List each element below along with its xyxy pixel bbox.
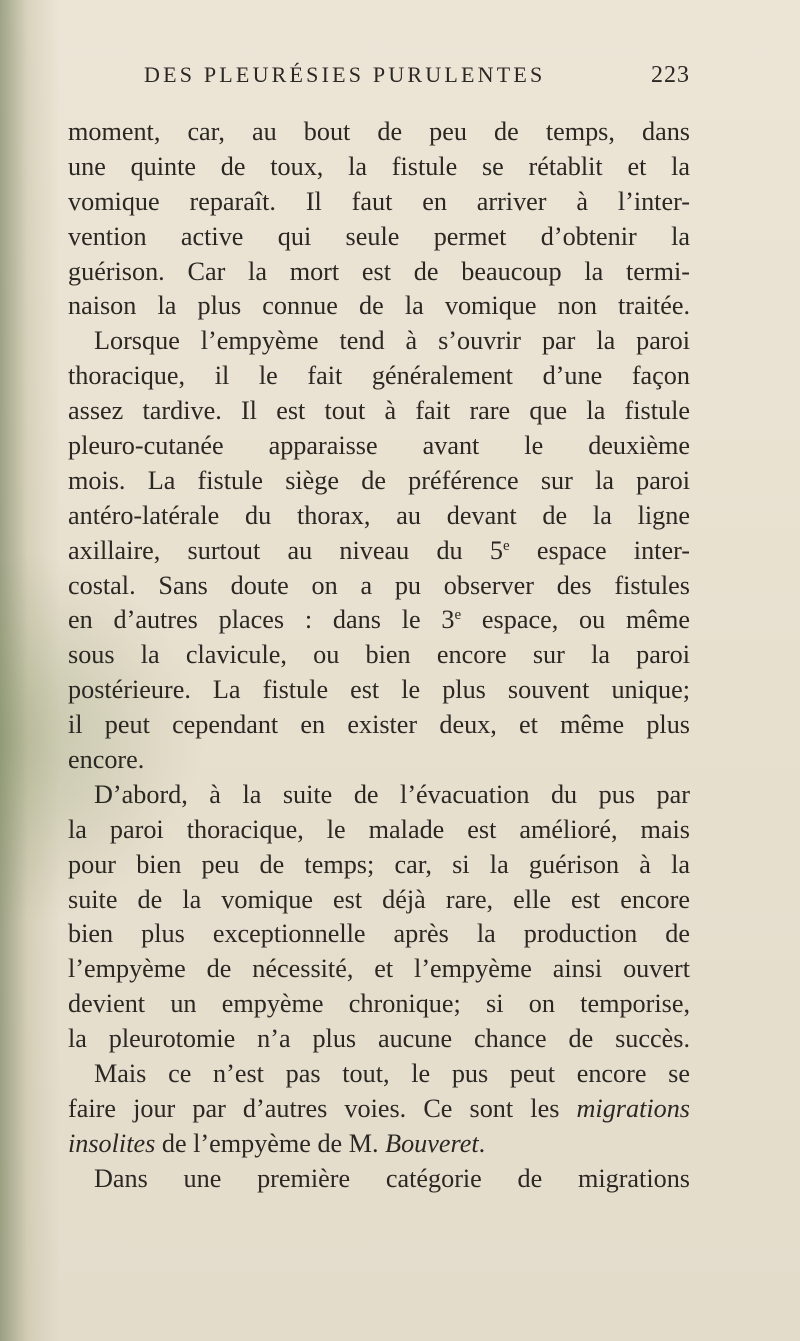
superscript: e	[502, 537, 510, 554]
text-line: costal. Sans doute on a pu observer des fistules	[68, 570, 690, 600]
page-header	[68, 62, 690, 102]
text-line: thoracique, il le fait généralement d’une façon	[68, 361, 690, 391]
italic-term: migrations	[576, 1093, 690, 1123]
text-segment: espace, ou même	[461, 605, 690, 635]
text-line: Lorsque l’empyème tend à s’ouvrir par la paroi	[94, 326, 690, 356]
text-segment: axillaire, surtout au niveau du 5	[68, 535, 503, 565]
text-line: une quinte de toux, la fistule se rétablit et la	[68, 151, 690, 181]
italic-term: insolites	[68, 1128, 156, 1158]
superscript: e	[454, 607, 462, 624]
text-segment: espace inter-	[509, 535, 690, 565]
text-line	[68, 603, 690, 638]
text-line: Dans une première catégorie de migrations	[94, 1163, 690, 1193]
running-head: DES PLEURÉSIES PURULENTES	[144, 62, 546, 87]
text-line: vomique reparaît. Il faut en arriver à l’inter-	[68, 186, 690, 216]
text-line: suite de la vomique est déjà rare, elle est encore	[68, 884, 690, 914]
text-line: antéro-latérale du thorax, au devant de la ligne	[68, 500, 690, 530]
text-line: sous la clavicule, ou bien encore sur la paroi	[68, 640, 690, 670]
text-line: postérieure. La fistule est le plus souvent unique;	[68, 675, 690, 705]
text-segment: .	[478, 1128, 486, 1158]
text-line: D’abord, à la suite de l’évacuation du pus par	[94, 779, 690, 809]
text-line: il peut cependant en exister deux, et même plus	[68, 710, 690, 740]
text-line: naison la plus connue de la vomique non traitée.	[68, 291, 690, 321]
text-line: la paroi thoracique, le malade est amélioré, mais	[68, 814, 690, 844]
page-number: 223	[651, 62, 690, 88]
text-line: pleuro-cutanée apparaisse avant le deuxième	[68, 431, 690, 461]
text-line: pour bien peu de temps; car, si la guérison à la	[68, 849, 690, 879]
text-line: Mais ce n’est pas tout, le pus peut encore se	[94, 1059, 690, 1089]
text-line	[68, 1127, 690, 1162]
text-line: l’empyème de nécessité, et l’empyème ainsi ouvert	[68, 954, 690, 984]
text-line: mois. La fistule siège de préférence sur la paroi	[68, 465, 690, 495]
text-line: moment, car, au bout de peu de temps, dans	[68, 117, 690, 146]
text-line: devient un empyème chronique; si on temporise,	[68, 989, 690, 1019]
text-line	[68, 534, 690, 569]
body-text	[68, 115, 690, 1197]
text-segment: faire jour par d’autres voies. Ce sont les	[68, 1093, 577, 1123]
text-line: vention active qui seule permet d’obtenir la	[68, 221, 690, 251]
text-segment: de l’empyème de M.	[155, 1128, 386, 1158]
text-line: la pleurotomie n’a plus aucune chance de succès.	[68, 1024, 690, 1054]
italic-name: Bouveret	[385, 1128, 479, 1158]
text-segment: en d’autres places : dans le 3	[68, 605, 455, 635]
text-line: guérison. Car la mort est de beaucoup la termi-	[68, 256, 690, 286]
text-line: encore.	[68, 745, 145, 775]
text-line	[68, 1092, 690, 1127]
text-line: assez tardive. Il est tout à fait rare que la fistule	[68, 396, 690, 426]
text-line: bien plus exceptionnelle après la production de	[68, 919, 690, 949]
